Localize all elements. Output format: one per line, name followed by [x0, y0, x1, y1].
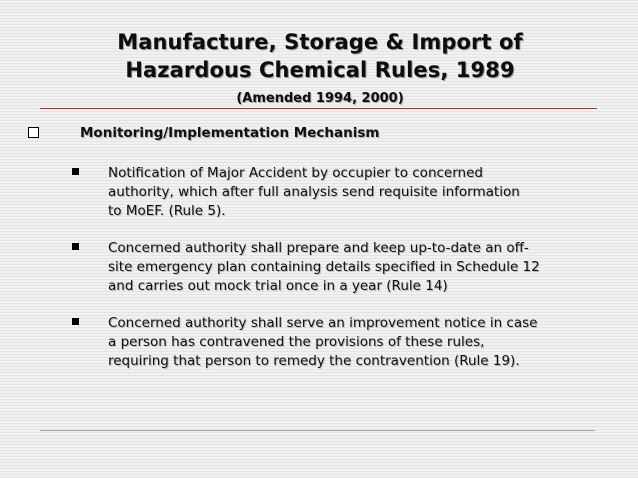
list-item-line: requiring that person to remedy the contravention (Rule 19).: [108, 353, 520, 369]
list-item-line: authority, which after full analysis send requisite information: [108, 184, 520, 200]
title-line-1: Manufacture, Storage & Import of: [117, 30, 523, 54]
list-item-line: a person has contravened the provisions of these rules,: [108, 334, 485, 350]
list-item: [70, 239, 600, 296]
main-bullet-heading: Monitoring/Implementation Mechanism: [80, 125, 380, 141]
list-item-line: Concerned authority shall serve an improvement notice in case: [108, 315, 538, 331]
slide-title: [60, 28, 580, 109]
list-item: [70, 314, 600, 371]
footer-divider: [40, 430, 595, 431]
filled-square-icon: [72, 243, 79, 250]
list-item-line: site emergency plan containing details specified in Schedule 12: [108, 259, 540, 275]
list-item-line: and carries out mock trial once in a year (Rule 14): [108, 278, 448, 294]
list-item: [70, 164, 600, 221]
title-line-2: Hazardous Chemical Rules, 1989: [125, 58, 515, 82]
sub-bullet-list: [70, 164, 600, 389]
title-divider: [40, 108, 597, 109]
list-item-line: to MoEF. (Rule 5).: [108, 203, 226, 219]
slide-subtitle: (Amended 1994, 2000): [236, 91, 404, 106]
hollow-square-icon: [28, 127, 39, 138]
filled-square-icon: [72, 318, 79, 325]
list-item-line: Concerned authority shall prepare and keep up-to-date an off-: [108, 240, 529, 256]
list-item-line: Notification of Major Accident by occupier to concerned: [108, 165, 483, 181]
filled-square-icon: [72, 168, 79, 175]
